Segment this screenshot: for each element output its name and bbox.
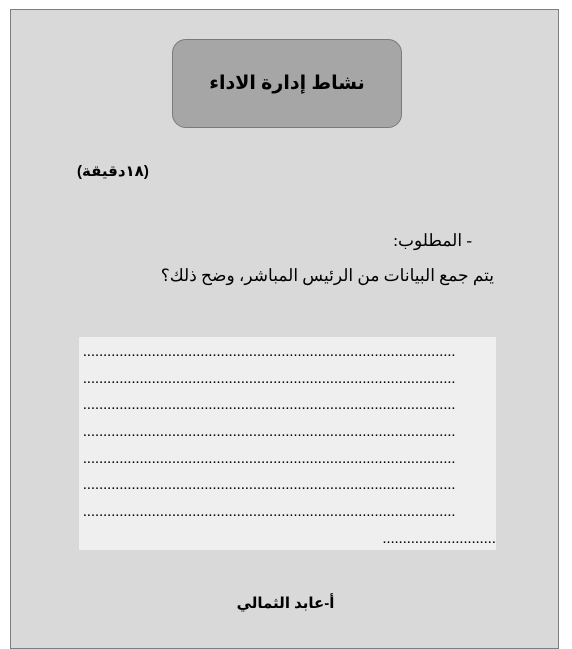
title-box [172, 39, 402, 128]
page-title: نشاط إدارة الاداء [209, 73, 365, 94]
answer-line: ............................................................................................ [83, 398, 456, 413]
required-label: - المطلوب: [393, 231, 472, 250]
answer-line: ............................................................................................ [83, 345, 456, 360]
answer-line: ............................................................................................ [83, 452, 456, 467]
author-signature: أ-عابد الثمالي [236, 595, 335, 612]
answer-line: ............................................................................................ [83, 425, 456, 440]
answer-line: ............................................................................................ [83, 372, 456, 387]
question-text: يتم جمع البيانات من الرئيس المباشر، وضح ذلك؟ [160, 266, 494, 285]
answer-line: ............................ [382, 532, 496, 547]
answer-area [79, 337, 496, 550]
answer-line: ............................................................................................ [83, 505, 456, 520]
duration-label: (١٨دقيقة) [77, 163, 149, 180]
answer-line: ............................................................................................ [83, 478, 456, 493]
document-page [10, 9, 559, 649]
